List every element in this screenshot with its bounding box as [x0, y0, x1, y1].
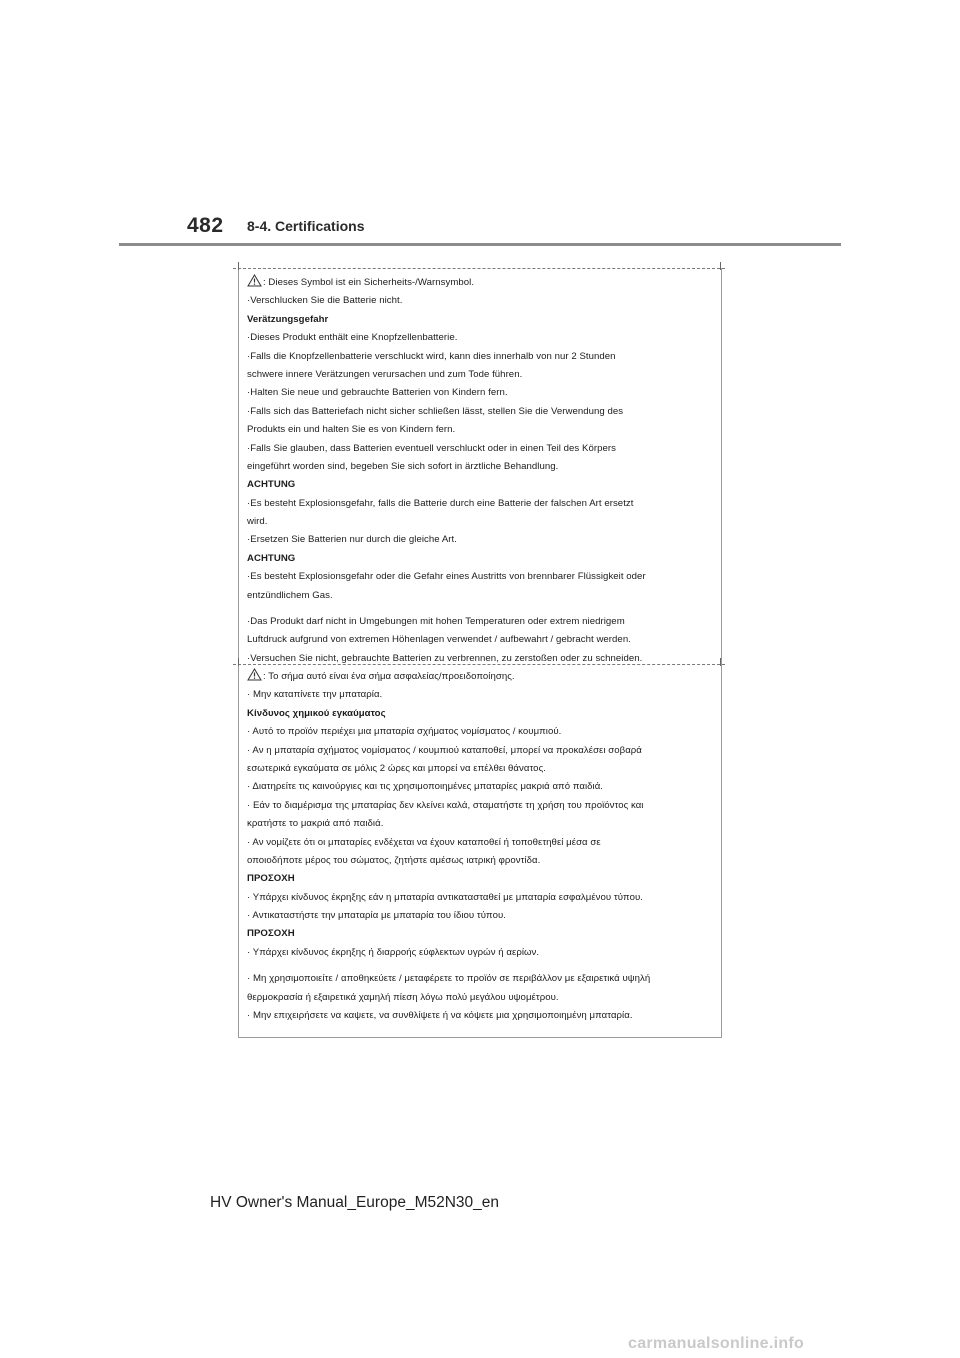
warning-line: [247, 587, 709, 605]
line-text: · Αυτό το προϊόν περιέχει μια μπαταρία σχήματος νομίσματος / κουμπιού.: [247, 726, 562, 738]
page-number: 482: [187, 214, 224, 237]
line-text: κρατήστε το μακριά από παιδιά.: [247, 818, 384, 830]
line-text: ·Halten Sie neue und gebrauchte Batterien von Kindern fern.: [247, 387, 508, 399]
header-rule: [119, 243, 841, 246]
line-text: ·Falls sich das Batteriefach nicht sicher schließen lässt, stellen Sie die Verwendung des: [247, 405, 624, 417]
line-text: · Εάν το διαμέρισμα της μπαταρίας δεν κλείνει καλά, σταματήστε τη χρήση του προϊόντος και: [247, 799, 644, 811]
warning-line: [247, 329, 709, 347]
warning-heading: [247, 311, 709, 329]
line-text: wird.: [247, 516, 268, 528]
greek-warning-text: [247, 668, 709, 1025]
line-text: entzündlichem Gas.: [247, 589, 333, 601]
line-text: ·Ersetzen Sie Batterien nur durch die gleiche Art.: [247, 534, 457, 546]
line-text: ·Falls die Knopfzellenbatterie verschluckt wird, kann dies innerhalb von nur 2 Stunden: [247, 350, 616, 362]
warning-line: [247, 631, 709, 649]
warning-line: [247, 686, 709, 704]
line-text: Luftdruck aufgrund von extremen Höhenlagen verwendet / aufbewahrt / gebracht werden.: [247, 634, 631, 646]
warning-line: [247, 778, 709, 796]
warning-line: [247, 458, 709, 476]
warning-heading: [247, 705, 709, 723]
line-text: ACHTUNG: [247, 479, 296, 491]
german-warning-text: [247, 274, 709, 668]
line-text: : Το σήμα αυτό είναι ένα σήμα ασφαλείας/προειδοποίησης.: [263, 671, 515, 682]
warning-heading: [247, 925, 709, 943]
warning-line: [247, 907, 709, 925]
warning-line: [247, 889, 709, 907]
line-text: ·Das Produkt darf nicht in Umgebungen mit hohen Temperaturen oder extrem niedrigem: [247, 616, 625, 628]
section-title: 8-4. Certifications: [247, 218, 365, 234]
warning-line: [247, 384, 709, 402]
line-text: : Dieses Symbol ist ein Sicherheits-/Warnsymbol.: [263, 277, 475, 288]
warning-line: [247, 723, 709, 741]
line-text: ·Es besteht Explosionsgefahr, falls die Batterie durch eine Batterie der falschen Art ersetzt: [247, 497, 634, 509]
warning-line: [247, 274, 709, 292]
line-text: ΠΡΟΣΟΧΗ: [247, 873, 295, 885]
warning-line: [247, 613, 709, 631]
line-text: Produkts ein und halten Sie es von Kindern fern.: [247, 424, 456, 436]
frame-top-dashed-rule: [233, 268, 725, 269]
line-text: · Μη χρησιμοποιείτε / αποθηκεύετε / μεταφέρετε το προϊόν σε περιβάλλον με εξαιρετικά υψηλή: [247, 973, 651, 985]
warning-line: [247, 292, 709, 310]
line-text: ·Dieses Produkt enthält eine Knopfzellenbatterie.: [247, 332, 458, 344]
line-text: θερμοκρασία ή εξαιρετικά χαμηλή πίεση λόγω πολύ μεγάλου υψομέτρου.: [247, 991, 559, 1003]
warning-heading: [247, 476, 709, 494]
line-text: · Διατηρείτε τις καινούργιες και τις χρησιμοποιημένες μπαταρίες μακριά από παιδιά.: [247, 781, 604, 793]
warning-line: [247, 834, 709, 852]
line-text: schwere innere Verätzungen verursachen und zum Tode führen.: [247, 368, 523, 380]
line-text: οποιοδήποτε μέρος του σώματος, ζητήστε αμέσως ιατρική φροντίδα.: [247, 854, 541, 866]
crop-mark: [238, 262, 239, 270]
warning-line: [247, 742, 709, 760]
warning-line: [247, 531, 709, 549]
warning-line: [247, 421, 709, 439]
line-text: · Αν η μπαταρία σχήματος νομίσματος / κουμπιού καταποθεί, μπορεί να προκαλέσει σοβαρά: [247, 744, 642, 756]
warning-line: [247, 366, 709, 384]
warning-line: [247, 989, 709, 1007]
warning-line: [247, 852, 709, 870]
line-text: ΠΡΟΣΟΧΗ: [247, 928, 295, 940]
line-text: Κίνδυνος χημικού εγκαύματος: [247, 707, 386, 719]
warning-line: [247, 495, 709, 513]
warning-line: [247, 403, 709, 421]
site-watermark: carmanualsonline.info: [628, 1335, 805, 1352]
warning-heading: [247, 550, 709, 568]
crop-mark: [238, 658, 239, 666]
line-text: · Υπάρχει κίνδυνος έκρηξης ή διαρροής εύφλεκτων υγρών ή αερίων.: [247, 946, 540, 958]
warning-line: [247, 650, 709, 668]
warning-line: [247, 760, 709, 778]
crop-mark: [720, 262, 721, 270]
warning-line: [247, 568, 709, 586]
warning-line: [247, 970, 709, 988]
warning-line: [247, 797, 709, 815]
warning-line: [247, 815, 709, 833]
crop-mark: [720, 658, 721, 666]
line-text: ·Verschlucken Sie die Batterie nicht.: [247, 295, 403, 307]
line-text: εσωτερικά εγκαύματα σε μόλις 2 ώρες και μπορεί να επέλθει θάνατος.: [247, 762, 546, 774]
line-text: eingeführt worden sind, begeben Sie sich sofort in ärztliche Behandlung.: [247, 460, 559, 472]
warning-line: [247, 944, 709, 962]
line-text: · Υπάρχει κίνδυνος έκρηξης εάν η μπαταρία αντικατασταθεί με μπαταρία εσφαλμένου τύπου.: [247, 891, 643, 903]
warning-heading: [247, 870, 709, 888]
warning-line: [247, 348, 709, 366]
warning-line: [247, 668, 709, 686]
manual-identifier: HV Owner's Manual_Europe_M52N30_en: [210, 1194, 500, 1211]
warning-triangle-icon: [247, 274, 262, 287]
warning-line: [247, 1007, 709, 1025]
warning-line: [247, 440, 709, 458]
line-text: · Μην επιχειρήσετε να καψετε, να συνθλίψετε ή να κόψετε μια χρησιμοποιημένη μπαταρία.: [247, 1010, 633, 1022]
line-text: ACHTUNG: [247, 552, 296, 564]
line-text: ·Es besteht Explosionsgefahr oder die Gefahr eines Austritts von brennbarer Flüssigkeit oder: [247, 571, 646, 583]
line-text: · Αντικαταστήστε την μπαταρία με μπαταρία του ίδιου τύπου.: [247, 910, 506, 922]
line-text: ·Versuchen Sie nicht, gebrauchte Batterien zu verbrennen, zu zerstoßen oder zu schneiden.: [247, 652, 643, 664]
line-text: Verätzungsgefahr: [247, 313, 329, 325]
line-text: · Μην καταπίνετε την μπαταρία.: [247, 689, 383, 701]
line-text: · Αν νομίζετε ότι οι μπαταρίες ενδέχεται να έχουν καταποθεί ή τοποθετηθεί μέσα σε: [247, 836, 601, 848]
warning-line: [247, 513, 709, 531]
line-text: ·Falls Sie glauben, dass Batterien eventuell verschluckt oder in einen Teil des Körpers: [247, 442, 616, 454]
warning-triangle-icon: [247, 668, 262, 681]
